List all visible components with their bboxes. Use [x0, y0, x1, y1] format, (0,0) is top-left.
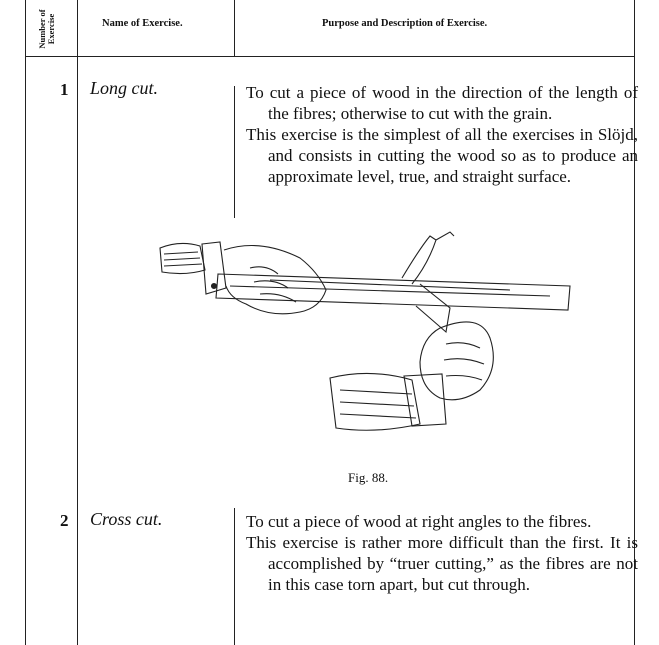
column-divider-name [234, 0, 235, 56]
column-divider-number [77, 0, 78, 645]
table-left-border [25, 0, 26, 645]
row-2-purpose-paragraph: To cut a piece of wood at right angles to the fibres. [246, 512, 592, 531]
header-number-label: Number of Exercise [37, 9, 56, 49]
hands-knife-wood-illustration [150, 228, 630, 458]
row-2-description-paragraph: This exercise is rather more difficult than the first. It is accomplished by “truer cutting,” as the fibres are not in this case torn apart, but cut through. [246, 533, 638, 594]
row-1-name: Long cut. [90, 78, 159, 98]
header-name-of-exercise: Name of Exercise. [102, 18, 183, 29]
row-1-number: 1 [60, 80, 69, 99]
row-1-description [246, 82, 638, 187]
column-divider-name-row2 [234, 508, 235, 645]
row-2-description [246, 511, 638, 595]
figure-caption: Fig. 88. [348, 470, 389, 485]
row-1-description-paragraph: This exercise is the simplest of all the exercises in Slöjd, and consists in cutting the wood so as to produce an approximate level, true, and straight surface. [246, 125, 638, 186]
header-number-of-exercise [25, 0, 69, 52]
row-2-number: 2 [60, 511, 69, 530]
row-2-name: Cross cut. [90, 509, 163, 529]
header-purpose: Purpose and Description of Exercise. [322, 18, 488, 29]
row-1-purpose-paragraph: To cut a piece of wood in the direction of the length of the fibres; otherwise to cut with the grain. [246, 83, 638, 123]
header-rule [25, 56, 635, 57]
column-divider-name-row1 [234, 86, 235, 218]
